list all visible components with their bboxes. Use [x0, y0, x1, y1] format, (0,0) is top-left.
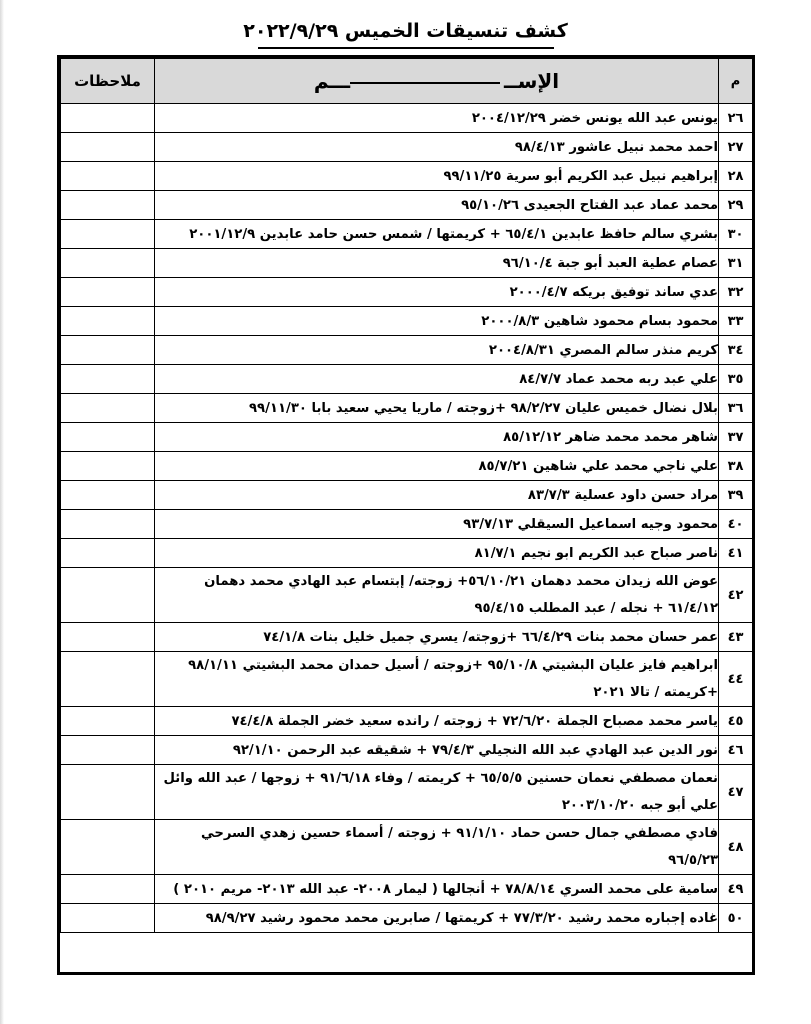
- row-number: ٣٤: [719, 336, 753, 365]
- row-name: إبراهيم نبيل عبد الكريم أبو سرية ٩٩/١١/٢٥: [155, 162, 719, 191]
- row-number: ٢٨: [719, 162, 753, 191]
- row-name: عدي ساند توفيق بريكه ٢٠٠٠/٤/٧: [155, 278, 719, 307]
- row-number: ٢٩: [719, 191, 753, 220]
- row-notes: [61, 220, 155, 249]
- row-number: ٤٣: [719, 623, 753, 652]
- row-notes: [61, 568, 155, 623]
- table-row: [61, 510, 753, 539]
- row-notes: [61, 765, 155, 820]
- row-name: محمد عماد عبد الفتاح الجعيدى ٩٥/١٠/٢٦: [155, 191, 719, 220]
- table-row: [61, 249, 753, 278]
- row-notes: [61, 365, 155, 394]
- row-number: ٣٧: [719, 423, 753, 452]
- row-name: يونس عبد الله يونس خضر ٢٠٠٤/١٢/٢٩: [155, 104, 719, 133]
- row-number: ٢٦: [719, 104, 753, 133]
- table-row: [61, 707, 753, 736]
- page-title: كشف تنسيقات الخميس ٢٠٢٢/٩/٢٩: [243, 20, 568, 42]
- table-row: [61, 652, 753, 707]
- header-number: م: [719, 59, 753, 104]
- row-notes: [61, 875, 155, 904]
- row-notes: [61, 133, 155, 162]
- row-notes: [61, 481, 155, 510]
- row-notes: [61, 191, 155, 220]
- row-number: ٣٠: [719, 220, 753, 249]
- row-number: ٤٧: [719, 765, 753, 820]
- row-name: عوض الله زيدان محمد دهمان ٥٦/١٠/٢١+ زوجته/ إبتسام عبد الهادي محمد دهمان ٦١/٤/١٢ + نجله / عبد المطلب ٩٥/٤/١٥: [155, 568, 719, 623]
- table-row: [61, 736, 753, 765]
- row-name: سامية على محمد السري ٧٨/٨/١٤ + أنجالها ( ليمار ٢٠٠٨- عبد الله ٢٠١٣- مريم ٢٠١٠ ): [155, 875, 719, 904]
- row-name: غاده إجباره محمد رشيد ٧٧/٣/٢٠ + كريمتها / صابرين محمد محمود رشيد ٩٨/٩/٢٧: [155, 904, 719, 933]
- table-row: [61, 220, 753, 249]
- table-row: [61, 539, 753, 568]
- row-number: ٣١: [719, 249, 753, 278]
- table-row: [61, 104, 753, 133]
- table-row: [61, 481, 753, 510]
- row-notes: [61, 820, 155, 875]
- row-number: ٤٤: [719, 652, 753, 707]
- row-number: ٣٨: [719, 452, 753, 481]
- table-row: [61, 623, 753, 652]
- row-notes: [61, 104, 155, 133]
- table-row: [61, 568, 753, 623]
- row-number: ٤٢: [719, 568, 753, 623]
- table-row: [61, 133, 753, 162]
- header-name-label: الإســ: [504, 69, 560, 93]
- row-number: ٤٩: [719, 875, 753, 904]
- row-notes: [61, 249, 155, 278]
- row-notes: [61, 394, 155, 423]
- row-notes: [61, 904, 155, 933]
- row-notes: [61, 336, 155, 365]
- row-notes: [61, 736, 155, 765]
- row-notes: [61, 307, 155, 336]
- row-name: فادي مصطفي جمال حسن حماد ٩١/١/١٠ + زوجته / أسماء حسين زهدي السرحي ٩٦/٥/٢٣: [155, 820, 719, 875]
- row-number: ٣٣: [719, 307, 753, 336]
- row-number: ٣٩: [719, 481, 753, 510]
- table-row: [61, 162, 753, 191]
- row-name: علي عبد ربه محمد عماد ٨٤/٧/٧: [155, 365, 719, 394]
- row-number: ٤١: [719, 539, 753, 568]
- row-notes: [61, 162, 155, 191]
- header-notes: ملاحظات: [61, 59, 155, 104]
- table-row: [61, 278, 753, 307]
- row-name: نعمان مصطفي نعمان حسنين ٦٥/٥/٥ + كريمته / وفاء ٩١/٦/١٨ + زوجها / عبد الله وائل علي أبو جبه ٢٠٠٣/١٠/٢٠: [155, 765, 719, 820]
- row-notes: [61, 539, 155, 568]
- row-number: ٤٥: [719, 707, 753, 736]
- table-body: [61, 104, 753, 933]
- table-row: [61, 423, 753, 452]
- coordination-table: [60, 58, 753, 933]
- row-name: محمود بسام محمود شاهين ٢٠٠٠/٨/٣: [155, 307, 719, 336]
- row-name: بشري سالم حافظ عابدين ٦٥/٤/١ + كريمتها / شمس حسن حامد عابدين ٢٠٠١/١٢/٩: [155, 220, 719, 249]
- row-number: ٤٦: [719, 736, 753, 765]
- table-row: [61, 307, 753, 336]
- page-edge-shadow: [0, 0, 4, 1024]
- row-number: ٣٦: [719, 394, 753, 423]
- row-number: ٢٧: [719, 133, 753, 162]
- row-name: احمد محمد نبيل عاشور ٩٨/٤/١٣: [155, 133, 719, 162]
- row-notes: [61, 452, 155, 481]
- row-name: نور الدين عبد الهادي عبد الله النجيلي ٧٩/٤/٣ + شقيقه عبد الرحمن ٩٢/١/١٠: [155, 736, 719, 765]
- row-name: محمود وجيه اسماعيل السيقلي ٩٣/٧/١٣: [155, 510, 719, 539]
- title-underline: [258, 47, 554, 49]
- table-row: [61, 820, 753, 875]
- row-notes: [61, 510, 155, 539]
- row-notes: [61, 278, 155, 307]
- header-name-tail: ـــم: [313, 69, 351, 93]
- row-name: ناصر صباح عبد الكريم ابو نجيم ٨١/٧/١: [155, 539, 719, 568]
- row-name: مراد حسن داود عسلية ٨٣/٧/٣: [155, 481, 719, 510]
- row-number: ٤٠: [719, 510, 753, 539]
- row-name: عمر حسان محمد بنات ٦٦/٤/٢٩ +زوجته/ يسري جميل خليل بنات ٧٤/١/٨: [155, 623, 719, 652]
- row-number: ٣٢: [719, 278, 753, 307]
- table-row: [61, 365, 753, 394]
- row-notes: [61, 707, 155, 736]
- table-row: [61, 904, 753, 933]
- row-number: ٤٨: [719, 820, 753, 875]
- table-row: [61, 765, 753, 820]
- table-row: [61, 336, 753, 365]
- row-name: ياسر محمد مصباح الجملة ٧٢/٦/٢٠ + زوجته / رانده سعيد خضر الجملة ٧٤/٤/٨: [155, 707, 719, 736]
- row-name: علي ناجي محمد علي شاهين ٨٥/٧/٢١: [155, 452, 719, 481]
- row-name: شاهر محمد محمد ضاهر ٨٥/١٢/١٢: [155, 423, 719, 452]
- row-name: كريم منذر سالم المصري ٢٠٠٤/٨/٣١: [155, 336, 719, 365]
- row-notes: [61, 423, 155, 452]
- table-header-row: [61, 59, 753, 104]
- row-name: ابراهيم فايز عليان البشيتي ٩٥/١٠/٨ +زوجته / أسيل حمدان محمد البشيتي ٩٨/١/١١ +كريمته / تالا ٢٠٢١: [155, 652, 719, 707]
- header-name-tatweel-line: [350, 82, 500, 84]
- table-row: [61, 452, 753, 481]
- row-name: عصام عطية العبد أبو جبة ٩٦/١٠/٤: [155, 249, 719, 278]
- header-name: [155, 59, 719, 104]
- table-row: [61, 875, 753, 904]
- table-row: [61, 394, 753, 423]
- table-row: [61, 191, 753, 220]
- row-notes: [61, 652, 155, 707]
- row-number: ٣٥: [719, 365, 753, 394]
- row-name: بلال نضال خميس عليان ٩٨/٢/٢٧ +زوجته / ماريا يحيي سعيد بابا ٩٩/١١/٣٠: [155, 394, 719, 423]
- row-number: ٥٠: [719, 904, 753, 933]
- row-notes: [61, 623, 155, 652]
